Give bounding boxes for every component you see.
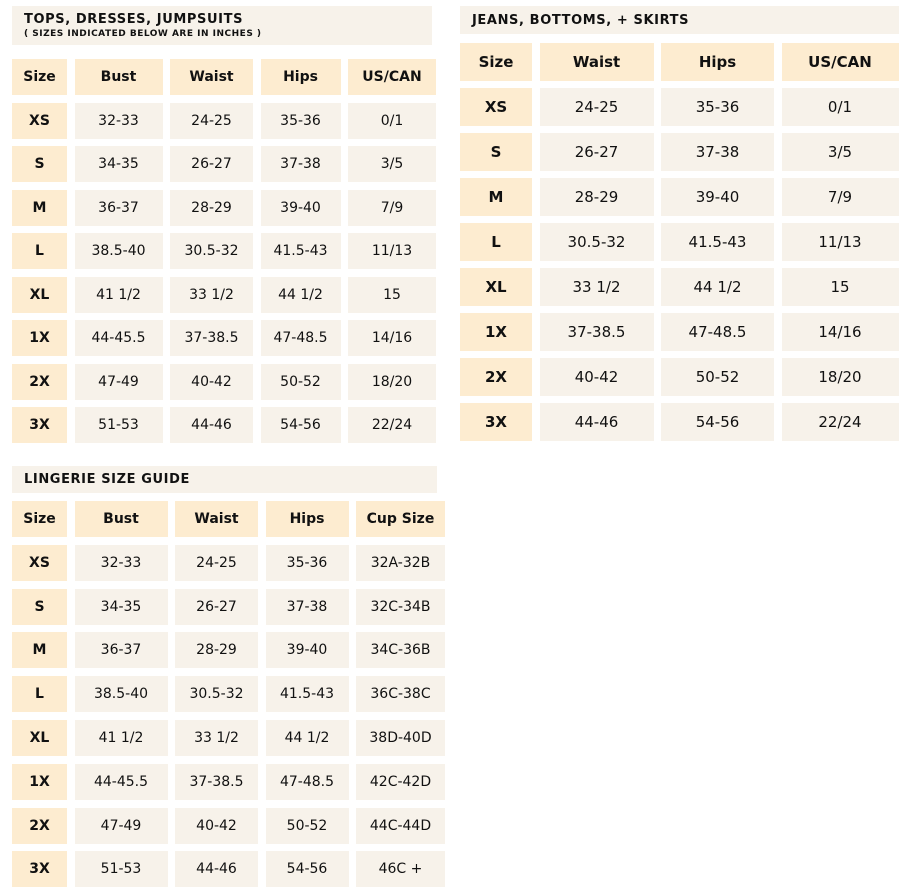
- lingerie-table-cell: 47-48.5: [266, 764, 349, 800]
- lingerie-table-cell: 40-42: [175, 808, 258, 844]
- tops-table-cell: 3/5: [348, 146, 436, 182]
- jeans-header-size: Size: [460, 43, 532, 81]
- tops-table-cell: 18/20: [348, 364, 436, 400]
- tops-header-waist: Waist: [170, 59, 253, 95]
- jeans-table-cell: 22/24: [782, 403, 899, 441]
- lingerie-table: [12, 501, 445, 887]
- lingerie-table-cell: 37-38.5: [175, 764, 258, 800]
- tops-table-cell: 33 1/2: [170, 277, 253, 313]
- jeans-table-cell: 18/20: [782, 358, 899, 396]
- jeans-size-label: XL: [460, 268, 532, 306]
- tops-size-label: L: [12, 233, 67, 269]
- tops-table-cell: 41.5-43: [261, 233, 341, 269]
- lingerie-size-label: 1X: [12, 764, 67, 800]
- tops-table-cell: 36-37: [75, 190, 163, 226]
- lingerie-size-label: XS: [12, 545, 67, 581]
- tops-table-cell: 39-40: [261, 190, 341, 226]
- lingerie-table-cell: 39-40: [266, 632, 349, 668]
- jeans-table-cell: 0/1: [782, 88, 899, 126]
- tops-table-cell: 54-56: [261, 407, 341, 443]
- jeans-size-chart: [460, 6, 899, 431]
- jeans-table-cell: 40-42: [540, 358, 654, 396]
- tops-title-box: [12, 6, 432, 45]
- lingerie-table-cell: 44-45.5: [75, 764, 168, 800]
- jeans-table-cell: 41.5-43: [661, 223, 774, 261]
- lingerie-size-label: 3X: [12, 851, 67, 887]
- lingerie-table-cell: 34-35: [75, 589, 168, 625]
- tops-table-cell: 47-49: [75, 364, 163, 400]
- tops-table-cell: 47-48.5: [261, 320, 341, 356]
- lingerie-table-cell: 33 1/2: [175, 720, 258, 756]
- jeans-table-cell: 37-38: [661, 133, 774, 171]
- jeans-size-label: M: [460, 178, 532, 216]
- jeans-size-label: S: [460, 133, 532, 171]
- tops-size-label: 2X: [12, 364, 67, 400]
- jeans-header-us-can: US/CAN: [782, 43, 899, 81]
- lingerie-table-cell: 32A-32B: [356, 545, 445, 581]
- jeans-table-cell: 7/9: [782, 178, 899, 216]
- tops-size-label: XL: [12, 277, 67, 313]
- tops-table-cell: 35-36: [261, 103, 341, 139]
- lingerie-title: LINGERIE SIZE GUIDE: [24, 472, 190, 487]
- tops-table-cell: 0/1: [348, 103, 436, 139]
- tops-size-label: XS: [12, 103, 67, 139]
- tops-header-hips: Hips: [261, 59, 341, 95]
- lingerie-table-cell: 46C +: [356, 851, 445, 887]
- lingerie-size-label: S: [12, 589, 67, 625]
- lingerie-table-cell: 47-49: [75, 808, 168, 844]
- jeans-size-label: L: [460, 223, 532, 261]
- lingerie-header-hips: Hips: [266, 501, 349, 537]
- lingerie-size-label: 2X: [12, 808, 67, 844]
- tops-table-cell: 50-52: [261, 364, 341, 400]
- lingerie-size-label: M: [12, 632, 67, 668]
- tops-table-cell: 7/9: [348, 190, 436, 226]
- lingerie-table-cell: 50-52: [266, 808, 349, 844]
- lingerie-header-bust: Bust: [75, 501, 168, 537]
- jeans-size-label: 1X: [460, 313, 532, 351]
- tops-table-cell: 44 1/2: [261, 277, 341, 313]
- jeans-table-cell: 47-48.5: [661, 313, 774, 351]
- jeans-table-cell: 35-36: [661, 88, 774, 126]
- jeans-header-hips: Hips: [661, 43, 774, 81]
- jeans-table-cell: 28-29: [540, 178, 654, 216]
- jeans-table-cell: 44 1/2: [661, 268, 774, 306]
- tops-table-cell: 14/16: [348, 320, 436, 356]
- tops-table-cell: 26-27: [170, 146, 253, 182]
- tops-table-cell: 22/24: [348, 407, 436, 443]
- jeans-size-label: XS: [460, 88, 532, 126]
- tops-size-chart: [12, 6, 432, 433]
- lingerie-table-cell: 34C-36B: [356, 632, 445, 668]
- tops-table-cell: 15: [348, 277, 436, 313]
- jeans-table-cell: 11/13: [782, 223, 899, 261]
- lingerie-table-cell: 30.5-32: [175, 676, 258, 712]
- jeans-table-cell: 44-46: [540, 403, 654, 441]
- jeans-table-cell: 15: [782, 268, 899, 306]
- lingerie-header-waist: Waist: [175, 501, 258, 537]
- tops-header-bust: Bust: [75, 59, 163, 95]
- lingerie-size-label: L: [12, 676, 67, 712]
- tops-table: [12, 59, 436, 443]
- lingerie-table-cell: 44 1/2: [266, 720, 349, 756]
- lingerie-table-cell: 54-56: [266, 851, 349, 887]
- lingerie-table-cell: 42C-42D: [356, 764, 445, 800]
- jeans-size-label: 3X: [460, 403, 532, 441]
- jeans-table: [460, 43, 899, 441]
- lingerie-table-cell: 35-36: [266, 545, 349, 581]
- lingerie-table-cell: 44-46: [175, 851, 258, 887]
- jeans-table-cell: 37-38.5: [540, 313, 654, 351]
- tops-table-cell: 34-35: [75, 146, 163, 182]
- tops-size-label: 3X: [12, 407, 67, 443]
- tops-table-cell: 24-25: [170, 103, 253, 139]
- jeans-table-cell: 24-25: [540, 88, 654, 126]
- jeans-table-cell: 39-40: [661, 178, 774, 216]
- tops-table-cell: 44-46: [170, 407, 253, 443]
- tops-table-cell: 40-42: [170, 364, 253, 400]
- lingerie-table-cell: 24-25: [175, 545, 258, 581]
- lingerie-table-cell: 37-38: [266, 589, 349, 625]
- tops-table-cell: 30.5-32: [170, 233, 253, 269]
- lingerie-size-chart: [12, 466, 437, 878]
- lingerie-table-cell: 32C-34B: [356, 589, 445, 625]
- lingerie-size-label: XL: [12, 720, 67, 756]
- tops-subtitle: ( SIZES INDICATED BELOW ARE IN INCHES ): [24, 29, 262, 39]
- lingerie-table-cell: 36C-38C: [356, 676, 445, 712]
- lingerie-table-cell: 41 1/2: [75, 720, 168, 756]
- tops-header-us-can: US/CAN: [348, 59, 436, 95]
- tops-title: TOPS, DRESSES, JUMPSUITS: [24, 12, 244, 27]
- lingerie-table-cell: 38.5-40: [75, 676, 168, 712]
- jeans-table-cell: 33 1/2: [540, 268, 654, 306]
- tops-table-cell: 38.5-40: [75, 233, 163, 269]
- jeans-table-cell: 3/5: [782, 133, 899, 171]
- tops-table-cell: 11/13: [348, 233, 436, 269]
- tops-size-label: M: [12, 190, 67, 226]
- tops-table-cell: 41 1/2: [75, 277, 163, 313]
- lingerie-table-cell: 32-33: [75, 545, 168, 581]
- jeans-table-cell: 14/16: [782, 313, 899, 351]
- lingerie-title-box: [12, 466, 437, 493]
- tops-size-label: 1X: [12, 320, 67, 356]
- lingerie-table-cell: 38D-40D: [356, 720, 445, 756]
- lingerie-table-cell: 41.5-43: [266, 676, 349, 712]
- jeans-table-cell: 54-56: [661, 403, 774, 441]
- tops-table-cell: 44-45.5: [75, 320, 163, 356]
- jeans-table-cell: 26-27: [540, 133, 654, 171]
- lingerie-header-cup-size: Cup Size: [356, 501, 445, 537]
- tops-table-cell: 37-38.5: [170, 320, 253, 356]
- lingerie-table-cell: 26-27: [175, 589, 258, 625]
- tops-table-cell: 37-38: [261, 146, 341, 182]
- tops-table-cell: 51-53: [75, 407, 163, 443]
- jeans-table-cell: 30.5-32: [540, 223, 654, 261]
- lingerie-table-cell: 36-37: [75, 632, 168, 668]
- tops-table-cell: 28-29: [170, 190, 253, 226]
- lingerie-table-cell: 51-53: [75, 851, 168, 887]
- lingerie-table-cell: 44C-44D: [356, 808, 445, 844]
- tops-table-cell: 32-33: [75, 103, 163, 139]
- jeans-size-label: 2X: [460, 358, 532, 396]
- jeans-header-waist: Waist: [540, 43, 654, 81]
- jeans-table-cell: 50-52: [661, 358, 774, 396]
- jeans-title-box: [460, 6, 899, 34]
- lingerie-table-cell: 28-29: [175, 632, 258, 668]
- jeans-title: JEANS, BOTTOMS, + SKIRTS: [472, 12, 690, 28]
- tops-size-label: S: [12, 146, 67, 182]
- lingerie-header-size: Size: [12, 501, 67, 537]
- tops-header-size: Size: [12, 59, 67, 95]
